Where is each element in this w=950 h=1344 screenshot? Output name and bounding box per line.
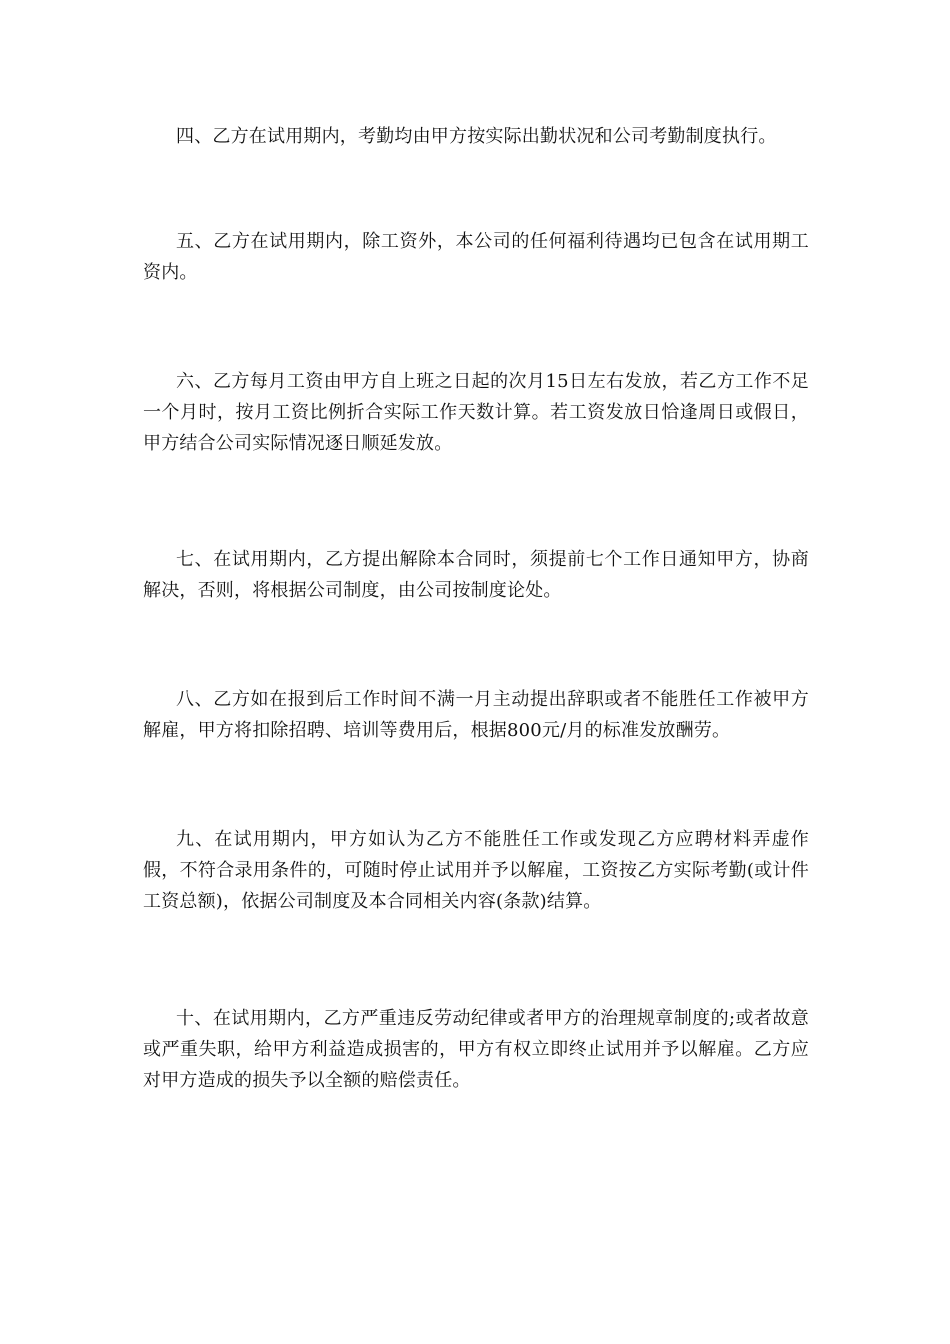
clause-9: 九、在试用期内，甲方如认为乙方不能胜任工作或发现乙方应聘材料弄虚作假，不符合录用条件的，可随时停止试用并予以解雇，工资按乙方实际考勤(或计件工资总额)，依据公司制度及本合同相关内容(条款)结算。 [143, 829, 809, 912]
clause-8: 八、乙方如在报到后工作时间不满一月主动提出辞职或者不能胜任工作被甲方解雇，甲方将扣除招聘、培训等费用后，根据800元/月的标准发放酬劳。 [143, 689, 809, 741]
clause-7: 七、在试用期内，乙方提出解除本合同时，须提前七个工作日通知甲方，协商解决，否则，将根据公司制度，由公司按制度论处。 [143, 549, 809, 601]
clause-5: 五、乙方在试用期内，除工资外，本公司的任何福利待遇均已包含在试用期工资内。 [143, 231, 809, 283]
clause-4: 四、乙方在试用期内，考勤均由甲方按实际出勤状况和公司考勤制度执行。 [176, 126, 777, 147]
clause-10: 十、在试用期内，乙方严重违反劳动纪律或者甲方的治理规章制度的;或者故意或严重失职，给甲方利益造成损害的，甲方有权立即终止试用并予以解雇。乙方应对甲方造成的损失予以全额的赔偿责任。 [143, 1008, 809, 1091]
clause-6: 六、乙方每月工资由甲方自上班之日起的次月15日左右发放，若乙方工作不足一个月时，按月工资比例折合实际工作天数计算。若工资发放日恰逢周日或假日，甲方结合公司实际情况逐日顺延发放。 [143, 371, 809, 454]
